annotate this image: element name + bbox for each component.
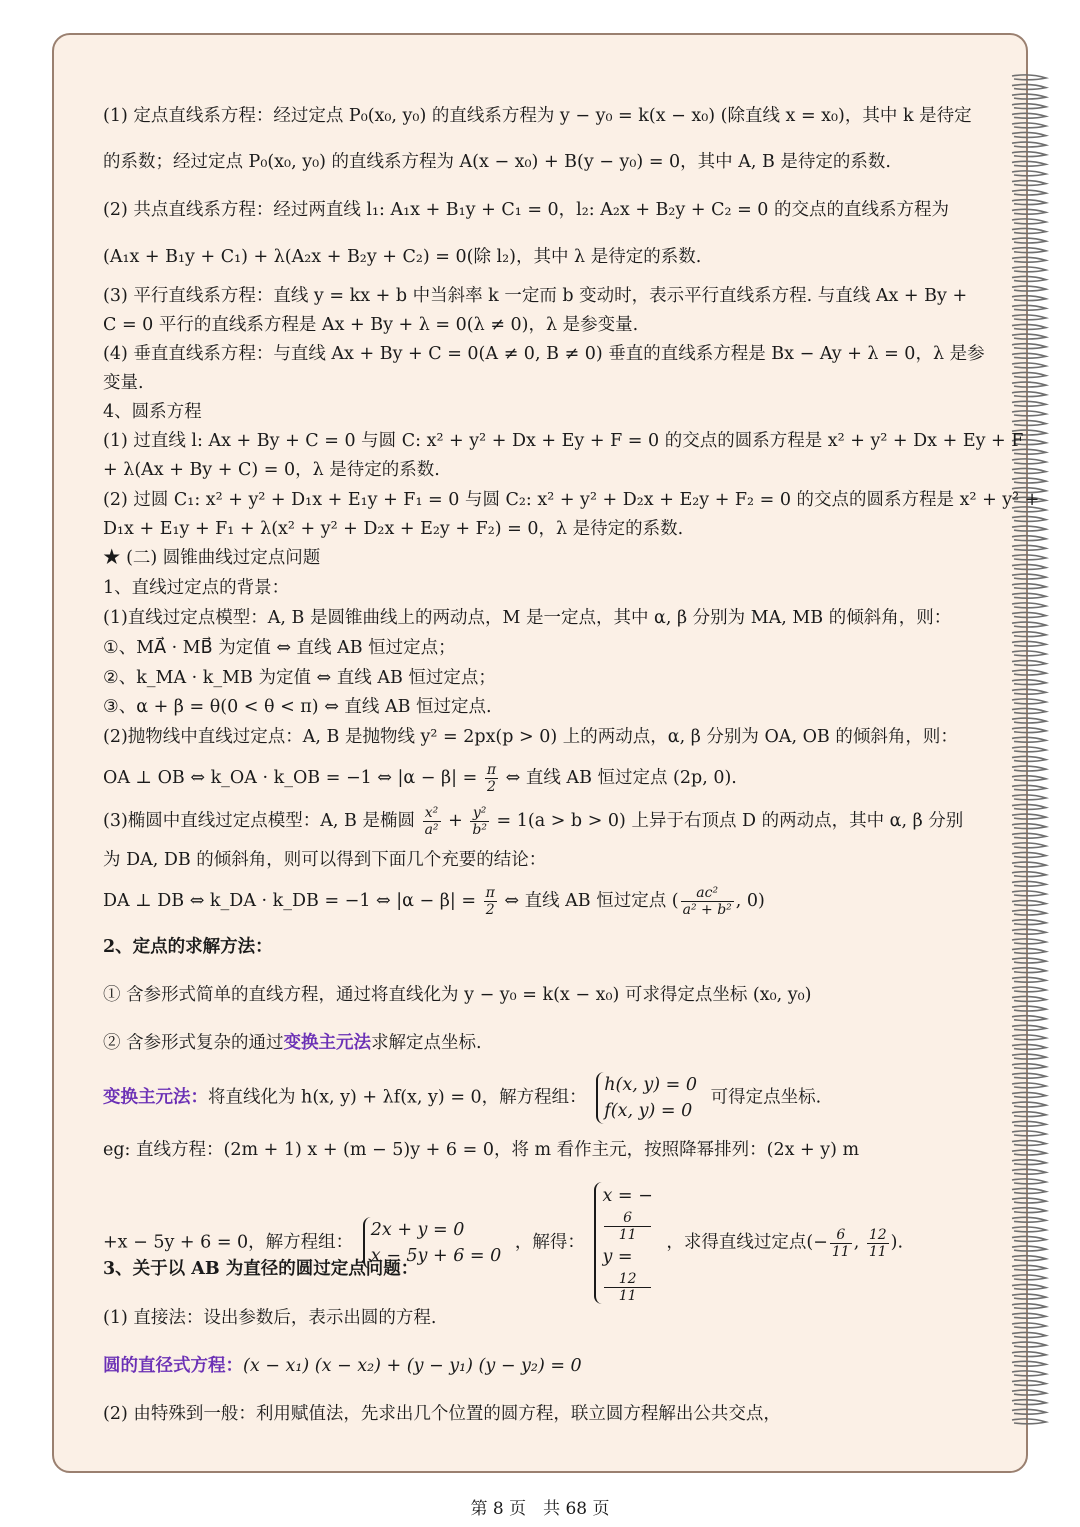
text-line: (2) 过圆 C₁: x² + y² + D₁x + E₁y + F₁ = 0 与圆 C₂: x² + y² + D₂x + E₂y + F₂ = 0 的交点的圆系方程是 x² + y² +: [103, 490, 1040, 510]
spiral-coil: [1012, 1294, 1046, 1299]
spiral-coil: [1012, 536, 1046, 541]
spiral-coil: [1012, 1400, 1046, 1405]
spiral-coil: [1012, 516, 1046, 521]
spiral-coil: [1012, 776, 1046, 781]
spiral-coil: [1012, 1313, 1046, 1318]
spiral-coil: [1012, 200, 1046, 205]
text-line: 3、关于以 AB 为直径的圆过定点问题：: [103, 1259, 419, 1279]
spiral-coil: [1012, 660, 1046, 665]
method-2: ② 含参形式复杂的通过变换主元法求解定点坐标.: [103, 1033, 482, 1053]
spiral-coil: [1012, 1121, 1046, 1126]
spiral-coil: [1012, 814, 1046, 819]
spiral-coil: [1012, 958, 1046, 963]
spiral-coil: [1012, 737, 1046, 742]
spiral-coil: [1012, 1054, 1046, 1059]
spiral-coil: [1012, 920, 1046, 925]
spiral-coil: [1012, 1217, 1046, 1222]
spiral-coil: [1012, 948, 1046, 953]
spiral-coil: [1012, 171, 1046, 176]
spiral-coil: [1012, 1409, 1046, 1414]
spiral-coil: [1012, 334, 1046, 339]
spiral-coil: [1012, 1323, 1046, 1328]
spiral-coil: [1012, 1102, 1046, 1107]
spiral-coil: [1012, 1227, 1046, 1232]
spiral-coil: [1012, 1083, 1046, 1088]
pi-over-2: $\frac{\pi}{2}$: [486, 762, 497, 795]
text-line: 为 DA, DB 的倾斜角，则可以得到下面几个充要的结论：: [103, 850, 547, 870]
spiral-coil: [1012, 1361, 1046, 1366]
spiral-coil: [1012, 353, 1046, 358]
spiral-coil: [1012, 267, 1046, 272]
spiral-coil: [1012, 104, 1046, 109]
spiral-coil: [1012, 1179, 1046, 1184]
spiral-coil: [1012, 420, 1046, 425]
spiral-coil: [1012, 459, 1046, 464]
spiral-coil: [1012, 1188, 1046, 1193]
spiral-coil: [1012, 891, 1046, 896]
text-line: (4) 垂直直线系方程：与直线 Ax + By + C = 0(A ≠ 0, B ≠ 0) 垂直的直线系方程是 Bx − Ay + λ = 0，λ 是参: [103, 344, 985, 364]
spiral-coil: [1012, 939, 1046, 944]
spiral-coil: [1012, 756, 1046, 761]
spiral-coil: [1012, 1016, 1046, 1021]
parabola-conclusion: OA ⊥ OB ⇔ k_OA · k_OB = −1 ⇔ |α − β| = $\frac{\pi}{2}$ ⇔ 直线 AB 恒过定点 (2p, 0).: [103, 762, 737, 795]
spiral-coil: [1012, 372, 1046, 377]
spiral-coil: [1012, 593, 1046, 598]
spiral-coil: [1012, 900, 1046, 905]
spiral-coil: [1012, 1112, 1046, 1117]
spiral-coil: [1012, 1025, 1046, 1030]
spiral-coil: [1012, 401, 1046, 406]
spiral-coil: [1012, 1390, 1046, 1395]
spiral-coil: [1012, 113, 1046, 118]
spiral-coil: [1012, 152, 1046, 157]
spiral-coil: [1012, 1035, 1046, 1040]
spiral-coil: [1012, 699, 1046, 704]
spiral-coil: [1012, 1073, 1046, 1078]
text-line: + λ(Ax + By + C) = 0，λ 是待定的系数.: [103, 460, 440, 480]
spiral-coil: [1012, 1304, 1046, 1309]
spiral-coil: [1012, 689, 1046, 694]
text-line: ①、MA⃗ · MB⃗ 为定值 ⇔ 直线 AB 恒过定点；: [103, 638, 456, 658]
text-line: 1、直线过定点的背景：: [103, 578, 290, 598]
spiral-coil: [1012, 1275, 1046, 1280]
ellipse-conclusion: DA ⊥ DB ⇔ k_DA · k_DB = −1 ⇔ |α − β| = $\frac{\pi}{2}$ ⇔ 直线 AB 恒过定点 ( $\frac{\text{ac²}}{\text{a² + b²}}$ , 0): [103, 885, 765, 918]
spiral-coil: [1012, 1150, 1046, 1155]
x2-over-a2: $\frac{\text{x²}}{\text{a²}}$: [424, 805, 439, 838]
text-line: (2)抛物线中直线过定点：A, B 是抛物线 y² = 2px(p > 0) 上的两动点，α, β 分别为 OA, OB 的倾斜角，则：: [103, 727, 958, 747]
spiral-coil: [1012, 1352, 1046, 1357]
spiral-coil: [1012, 872, 1046, 877]
ellipse-model: (3)椭圆中直线过定点模型：A, B 是椭圆 $\frac{\text{x²}}{\text{a²}}$ + $\frac{\text{y²}}{\text{b²}}$ = 1(a > b > 0) 上异于右顶点 D 的两动点，其中 α, β 分别: [103, 805, 964, 838]
spiral-coil: [1012, 708, 1046, 713]
text-line: (1) 定点直线系方程：经过定点 P₀(x₀, y₀) 的直线系方程为 y − y₀ = k(x − x₀) (除直线 x = x₀)，其中 k 是待定: [103, 106, 972, 126]
spiral-coil: [1012, 804, 1046, 809]
equation-system: h(x, y) = 0 f(x, y) = 0: [596, 1072, 701, 1124]
spiral-coil: [1012, 1208, 1046, 1213]
spiral-coil: [1012, 795, 1046, 800]
spiral-coil: [1012, 670, 1046, 675]
spiral-coil: [1012, 862, 1046, 867]
text-line: 变量.: [103, 373, 144, 393]
spiral-coil: [1012, 123, 1046, 128]
spiral-coil: [1012, 929, 1046, 934]
spiral-coil: [1012, 1342, 1046, 1347]
spiral-coil: [1012, 526, 1046, 531]
spiral-coil: [1012, 305, 1046, 310]
spiral-coil: [1012, 1169, 1046, 1174]
text-line: ★ (二) 圆锥曲线过定点问题: [103, 548, 321, 568]
text-line: ②、k_MA · k_MB 为定值 ⇔ 直线 AB 恒过定点；: [103, 668, 496, 688]
text-line: (2) 共点直线系方程：经过两直线 l₁: A₁x + B₁y + C₁ = 0，l₂: A₂x + B₂y + C₂ = 0 的交点的直线系方程为: [103, 200, 949, 220]
spiral-coil: [1012, 1265, 1046, 1270]
spiral-coil: [1012, 728, 1046, 733]
spiral-coil: [1012, 977, 1046, 982]
spiral-coil: [1012, 1140, 1046, 1145]
ac2-over-a2b2: $\frac{\text{ac²}}{\text{a² + b²}}$: [682, 885, 732, 918]
spiral-coil: [1012, 833, 1046, 838]
text-line: (2) 由特殊到一般：利用赋值法，先求出几个位置的圆方程，联立圆方程解出公共交点，: [103, 1404, 781, 1424]
spiral-coil: [1012, 1198, 1046, 1203]
spiral-coil: [1012, 622, 1046, 627]
spiral-coil: [1012, 315, 1046, 320]
spiral-coil: [1012, 324, 1046, 329]
equation-system: 2x + y = 0 x − 5y + 6 = 0: [363, 1217, 506, 1269]
text-line: C = 0 平行的直线系方程是 Ax + By + λ = 0(λ ≠ 0)，λ 是参变量.: [103, 315, 639, 335]
spiral-coil: [1012, 161, 1046, 166]
spiral-coil: [1012, 1044, 1046, 1049]
spiral-coil: [1012, 286, 1046, 291]
spiral-coil: [1012, 747, 1046, 752]
spiral-coil: [1012, 1160, 1046, 1165]
spiral-coil: [1012, 209, 1046, 214]
spiral-coil: [1012, 190, 1046, 195]
spiral-coil: [1012, 468, 1046, 473]
spiral-coil: [1012, 1006, 1046, 1011]
spiral-coil: [1012, 843, 1046, 848]
spiral-coil: [1012, 1092, 1046, 1097]
page-footer: 第 8 页 共 68 页: [470, 1499, 610, 1519]
spiral-coil: [1012, 1371, 1046, 1376]
text-line: ③、α + β = θ(0 < θ < π) ⇔ 直线 AB 恒过定点.: [103, 697, 492, 717]
text-line: 的系数；经过定点 P₀(x₀, y₀) 的直线系方程为 A(x − x₀) + B(y − y₀) = 0，其中 A, B 是待定的系数.: [103, 152, 891, 172]
text-line: D₁x + E₁y + F₁ + λ(x² + y² + D₂x + E₂y + F₂) = 0，λ 是待定的系数.: [103, 519, 684, 539]
spiral-coil: [1012, 1131, 1046, 1136]
text-line: (1) 过直线 l: Ax + By + C = 0 与圆 C: x² + y² + Dx + Ey + F = 0 的交点的圆系方程是 x² + y² + Dx + Ey + F: [103, 431, 1024, 451]
spiral-coil: [1012, 363, 1046, 368]
spiral-coil: [1012, 75, 1046, 80]
spiral-coil: [1012, 248, 1046, 253]
spiral-coil: [1012, 142, 1046, 147]
spiral-coil: [1012, 1284, 1046, 1289]
spiral-coil: [1012, 296, 1046, 301]
spiral-coil: [1012, 1380, 1046, 1385]
spiral-coil: [1012, 94, 1046, 99]
spiral-coil: [1012, 132, 1046, 137]
example-solution: +x − 5y + 6 = 0，解方程组： 2x + y = 0 x − 5y + 6 = 0 ，解得： x = − 6 11 y = 12 11 ，求得直线过定点(− $\frac{6}{11}$ , $\frac{12}{11}$ ).: [103, 1182, 983, 1304]
spiral-coil: [1012, 1246, 1046, 1251]
spiral-coil: [1012, 785, 1046, 790]
text-line: 4、圆系方程: [103, 402, 202, 422]
spiral-coil: [1012, 545, 1046, 550]
spiral-coil: [1012, 276, 1046, 281]
spiral-coil: [1012, 180, 1046, 185]
spiral-coil: [1012, 852, 1046, 857]
spiral-coil: [1012, 1064, 1046, 1069]
solution-system: x = − 6 11 y = 12 11: [594, 1182, 656, 1304]
spiral-coil: [1012, 392, 1046, 397]
spiral-coil: [1012, 651, 1046, 656]
diameter-equation: 圆的直径式方程：(x − x₁) (x − x₂) + (y − y₁) (y − y₂) = 0: [103, 1356, 582, 1376]
spiral-coil: [1012, 718, 1046, 723]
text-line: 2、定点的求解方法：: [103, 937, 273, 957]
text-line: (1) 直接法：设出参数后，表示出圆的方程.: [103, 1308, 437, 1328]
spiral-coil: [1012, 824, 1046, 829]
spiral-coil: [1012, 382, 1046, 387]
text-line: (1)直线过定点模型：A, B 是圆锥曲线上的两动点，M 是一定点，其中 α, β 分别为 MA, MB 的倾斜角，则：: [103, 608, 952, 628]
spiral-coil: [1012, 574, 1046, 579]
text-line: eg: 直线方程：(2m + 1) x + (m − 5)y + 6 = 0，将 m 看作主元，按照降幂排列：(2x + y) m: [103, 1140, 860, 1160]
spiral-coil: [1012, 1256, 1046, 1261]
spiral-coil: [1012, 881, 1046, 886]
spiral-coil: [1012, 603, 1046, 608]
spiral-coil: [1012, 1332, 1046, 1337]
spiral-coil: [1012, 1419, 1046, 1424]
text-line: ① 含参形式简单的直线方程，通过将直线化为 y − y₀ = k(x − x₀) 可求得定点坐标 (x₀, y₀): [103, 985, 812, 1005]
spiral-coil: [1012, 228, 1046, 233]
y2-over-b2: $\frac{\text{y²}}{\text{b²}}$: [472, 805, 487, 838]
spiral-coil: [1012, 84, 1046, 89]
spiral-coil: [1012, 987, 1046, 992]
spiral-coil: [1012, 238, 1046, 243]
pi-over-2: $\frac{\pi}{2}$: [485, 885, 495, 918]
spiral-coil: [1012, 219, 1046, 224]
spiral-coil: [1012, 584, 1046, 589]
spiral-coil: [1012, 632, 1046, 637]
spiral-coil: [1012, 968, 1046, 973]
transform-method: 变换主元法：将直线化为 h(x, y) + λf(x, y) = 0，解方程组： h(x, y) = 0 f(x, y) = 0 可得定点坐标.: [103, 1072, 983, 1124]
spiral-binding: [1010, 72, 1050, 1428]
spiral-coil: [1012, 564, 1046, 569]
spiral-coil: [1012, 257, 1046, 262]
spiral-coil: [1012, 555, 1046, 560]
spiral-coil: [1012, 411, 1046, 416]
spiral-coil: [1012, 766, 1046, 771]
spiral-coil: [1012, 641, 1046, 646]
spiral-coil: [1012, 478, 1046, 483]
spiral-coil: [1012, 680, 1046, 685]
text-line: (A₁x + B₁y + C₁) + λ(A₂x + B₂y + C₂) = 0(除 l₂)，其中 λ 是待定的系数.: [103, 247, 702, 267]
spiral-coil: [1012, 910, 1046, 915]
spiral-coil: [1012, 612, 1046, 617]
text-line: (3) 平行直线系方程：直线 y = kx + b 中当斜率 k 一定而 b 变动时，表示平行直线系方程. 与直线 Ax + By +: [103, 286, 968, 306]
spiral-coil: [1012, 344, 1046, 349]
spiral-coil: [1012, 996, 1046, 1001]
spiral-coil: [1012, 1236, 1046, 1241]
